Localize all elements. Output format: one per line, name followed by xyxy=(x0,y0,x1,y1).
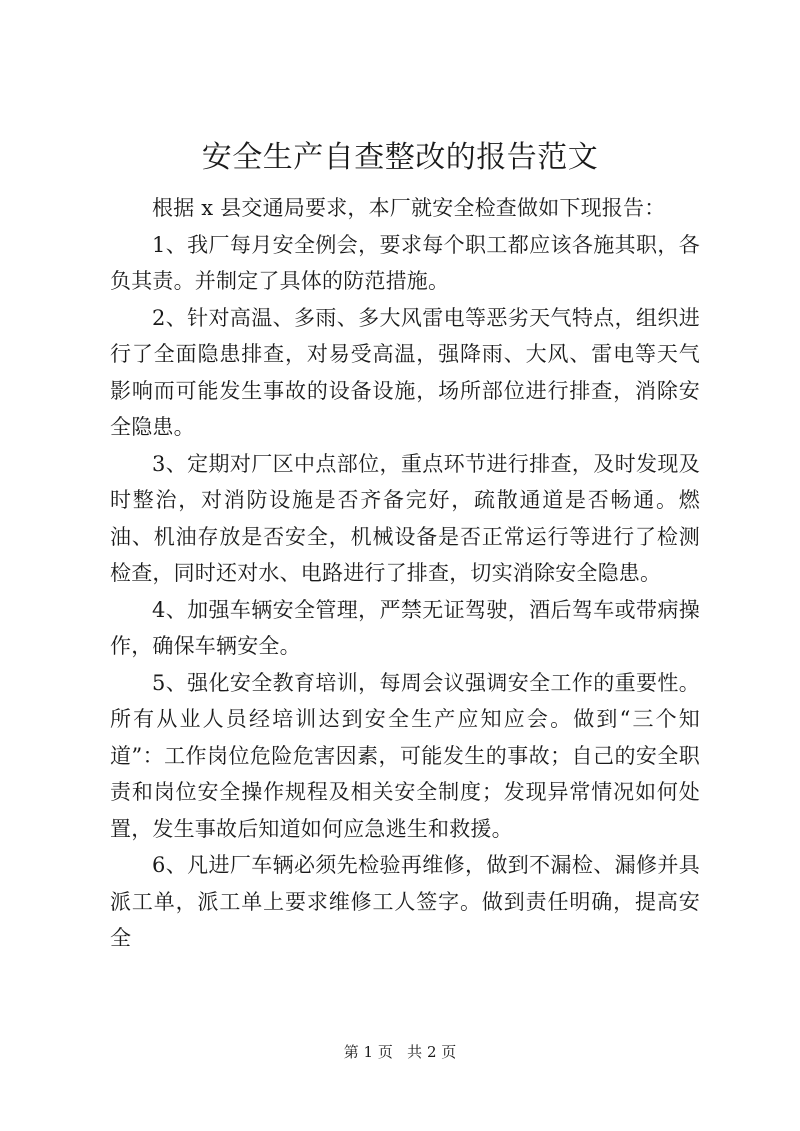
paragraph-item-5: 5、强化安全教育培训，每周会议强调安全工作的重要性。所有从业人员经培训达到安全生产应知应会。做到“三个知道”：工作岗位危险危害因素，可能发生的事故；自己的安全职责和岗位安全操作规程及相关安全制度；发现异常情况如何处置，发生事故后知道如何应急逃生和救援。 xyxy=(110,670,700,841)
paragraph-item-6: 6、凡进厂车辆必须先检验再维修，做到不漏检、漏修并具派工单，派工单上要求维修工人签字。做到责任明确，提高安全 xyxy=(110,853,700,950)
paragraph-intro: 根据 x 县交通局要求，本厂就安全检查做如下现报告： xyxy=(152,196,666,220)
paragraph-item-3: 3、定期对厂区中点部位，重点环节进行排查，及时发现及时整治，对消防设施是否齐备完好，疏散通道是否畅通。燃油、机油存放是否安全，机械设备是否正常运行等进行了检测检查，同时还对水、电路进行了排查，切实消除安全隐患。 xyxy=(110,451,700,585)
document-body xyxy=(110,190,700,957)
paragraph-item-1: 1、我厂每月安全例会，要求每个职工都应该各施其职，各负其责。并制定了具体的防范措施。 xyxy=(110,232,700,293)
paragraph-item-2: 2、针对高温、多雨、多大风雷电等恶劣天气特点，组织进行了全面隐患排查，对易受高温，强降雨、大风、雷电等天气影响而可能发生事故的设备设施，场所部位进行排查，消除安全隐患。 xyxy=(110,305,700,439)
document-title: 安全生产自查整改的报告范文 xyxy=(201,140,599,175)
page-number: 第 1 页 xyxy=(343,1043,393,1061)
page-total: 共 2 页 xyxy=(407,1043,457,1061)
paragraph-item-4: 4、加强车辆安全管理，严禁无证驾驶，酒后驾车或带病操作，确保车辆安全。 xyxy=(110,597,700,658)
page-footer xyxy=(0,1042,800,1062)
